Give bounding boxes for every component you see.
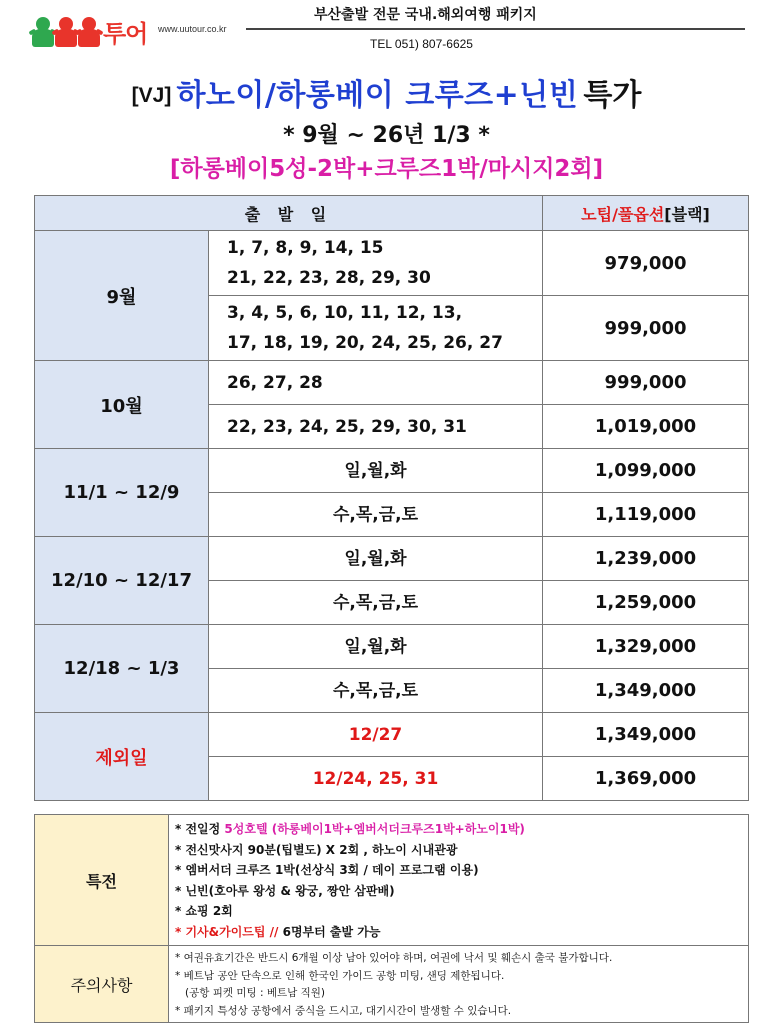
departure-days: 일,월,화	[209, 449, 543, 493]
product-suffix: 특가	[583, 78, 642, 113]
price-value: 1,019,000	[543, 405, 749, 449]
hotel-highlight: 5성호텔 (하롱베이1박+엠버서더크루즈1박+하노이1박)	[224, 822, 525, 836]
website-url[interactable]: www.uutour.co.kr	[158, 24, 227, 34]
benefits-content	[169, 815, 749, 946]
departure-dates	[209, 296, 543, 361]
product-title	[0, 70, 773, 114]
price-value: 979,000	[543, 231, 749, 296]
period-label: 11/1 ~ 12/9	[35, 449, 209, 537]
month-label: 10월	[35, 361, 209, 449]
price-value: 1,349,000	[543, 669, 749, 713]
table-row	[35, 537, 749, 581]
price-value: 999,000	[543, 296, 749, 361]
benefit-item: * 엠버서더 크루즈 1박(선상식 3회 / 데이 프로그램 이용)	[175, 863, 479, 877]
table-row	[35, 713, 749, 757]
header-price-option: 노팁/풀옵션	[581, 204, 665, 224]
header-divider	[246, 28, 745, 30]
departure-days: 일,월,화	[209, 537, 543, 581]
price-value: 1,349,000	[543, 713, 749, 757]
notice-content	[169, 946, 749, 1023]
tip-highlight: * 기사&가이드팁 //	[175, 924, 279, 939]
table-header-row	[35, 196, 749, 231]
excluded-date: 12/24, 25, 31	[209, 757, 543, 801]
logo-text: 투어	[103, 20, 148, 48]
page-header	[0, 0, 773, 60]
benefits-label: 특전	[35, 815, 169, 946]
dates-line: 21, 22, 23, 28, 29, 30	[227, 268, 431, 288]
header-price	[543, 196, 749, 231]
month-label: 9월	[35, 231, 209, 361]
notice-item: * 패키지 특성상 공항에서 중식을 드시고, 대기시간이 발생할 수 있습니다.	[175, 1004, 512, 1017]
company-logo[interactable]	[32, 14, 147, 49]
table-row	[35, 361, 749, 405]
departure-price-table	[34, 195, 749, 801]
notice-label: 주의사항	[35, 946, 169, 1023]
benefit-item: * 쇼핑 2회	[175, 904, 233, 918]
table-row	[35, 625, 749, 669]
price-value: 1,119,000	[543, 493, 749, 537]
airline-tag: [VJ]	[131, 84, 172, 107]
departure-days: 일,월,화	[209, 625, 543, 669]
price-value: 1,259,000	[543, 581, 749, 625]
departure-dates: 22, 23, 24, 25, 29, 30, 31	[209, 405, 543, 449]
header-price-grade: [블랙]	[664, 204, 710, 224]
benefit-item: * 전신맛사지 90분(팁별도) X 2회 , 하노이 시내관광	[175, 842, 458, 857]
departure-days: 수,목,금,토	[209, 669, 543, 713]
notice-item: * 여권유효기간은 반드시 6개월 이상 남아 있어야 하며, 여권에 낙서 및 훼손시 출국 불가합니다.	[175, 952, 613, 964]
sale-period: * 9월 ~ 26년 1/3 *	[283, 123, 490, 148]
dates-line: 17, 18, 19, 20, 24, 25, 26, 27	[227, 333, 503, 353]
company-tagline: 부산출발 전문 국내.해외여행 패키지	[314, 7, 537, 23]
notice-row	[35, 946, 749, 1023]
benefit-item: * 닌빈(호아루 왕성 & 왕궁, 짱안 삼판배)	[175, 883, 395, 898]
dates-line: 3, 4, 5, 6, 10, 11, 12, 13,	[227, 303, 463, 323]
benefit-item: * 기사&가이드팁 // 6명부터 출발 가능	[175, 924, 381, 939]
logo-figures-icon	[32, 17, 101, 47]
excluded-date: 12/27	[209, 713, 543, 757]
benefit-item: * 전일정 5성호텔 (하롱베이1박+엠버서더크루즈1박+하노이1박)	[175, 822, 525, 836]
departure-days: 수,목,금,토	[209, 581, 543, 625]
departure-dates: 26, 27, 28	[209, 361, 543, 405]
period-label: 12/18 ~ 1/3	[35, 625, 209, 713]
departure-days: 수,목,금,토	[209, 493, 543, 537]
table-row	[35, 231, 749, 296]
departure-dates	[209, 231, 543, 296]
header-departure-date: 출 발 일	[35, 196, 543, 231]
table-row	[35, 449, 749, 493]
notice-item: (공항 피켓 미팅 : 베트남 직원)	[185, 987, 325, 999]
product-subtitle: [하롱베이5성-2박+크루즈1박/마시지2회]	[169, 156, 604, 182]
dates-line: 1, 7, 8, 9, 14, 15	[227, 238, 384, 258]
product-name: 하노이/하롱베이 크루즈+닌빈	[176, 78, 579, 113]
benefits-row	[35, 815, 749, 946]
price-value: 1,369,000	[543, 757, 749, 801]
excluded-dates-label: 제외일	[35, 713, 209, 801]
price-value: 1,099,000	[543, 449, 749, 493]
period-label: 12/10 ~ 12/17	[35, 537, 209, 625]
price-value: 1,239,000	[543, 537, 749, 581]
price-value: 1,329,000	[543, 625, 749, 669]
notes-table	[34, 814, 749, 1023]
price-value: 999,000	[543, 361, 749, 405]
notice-item: * 베트남 공안 단속으로 인해 한국인 가이드 공항 미팅, 샌딩 제한됩니다.	[175, 969, 505, 982]
phone-number: TEL 051) 807-6625	[370, 37, 473, 51]
